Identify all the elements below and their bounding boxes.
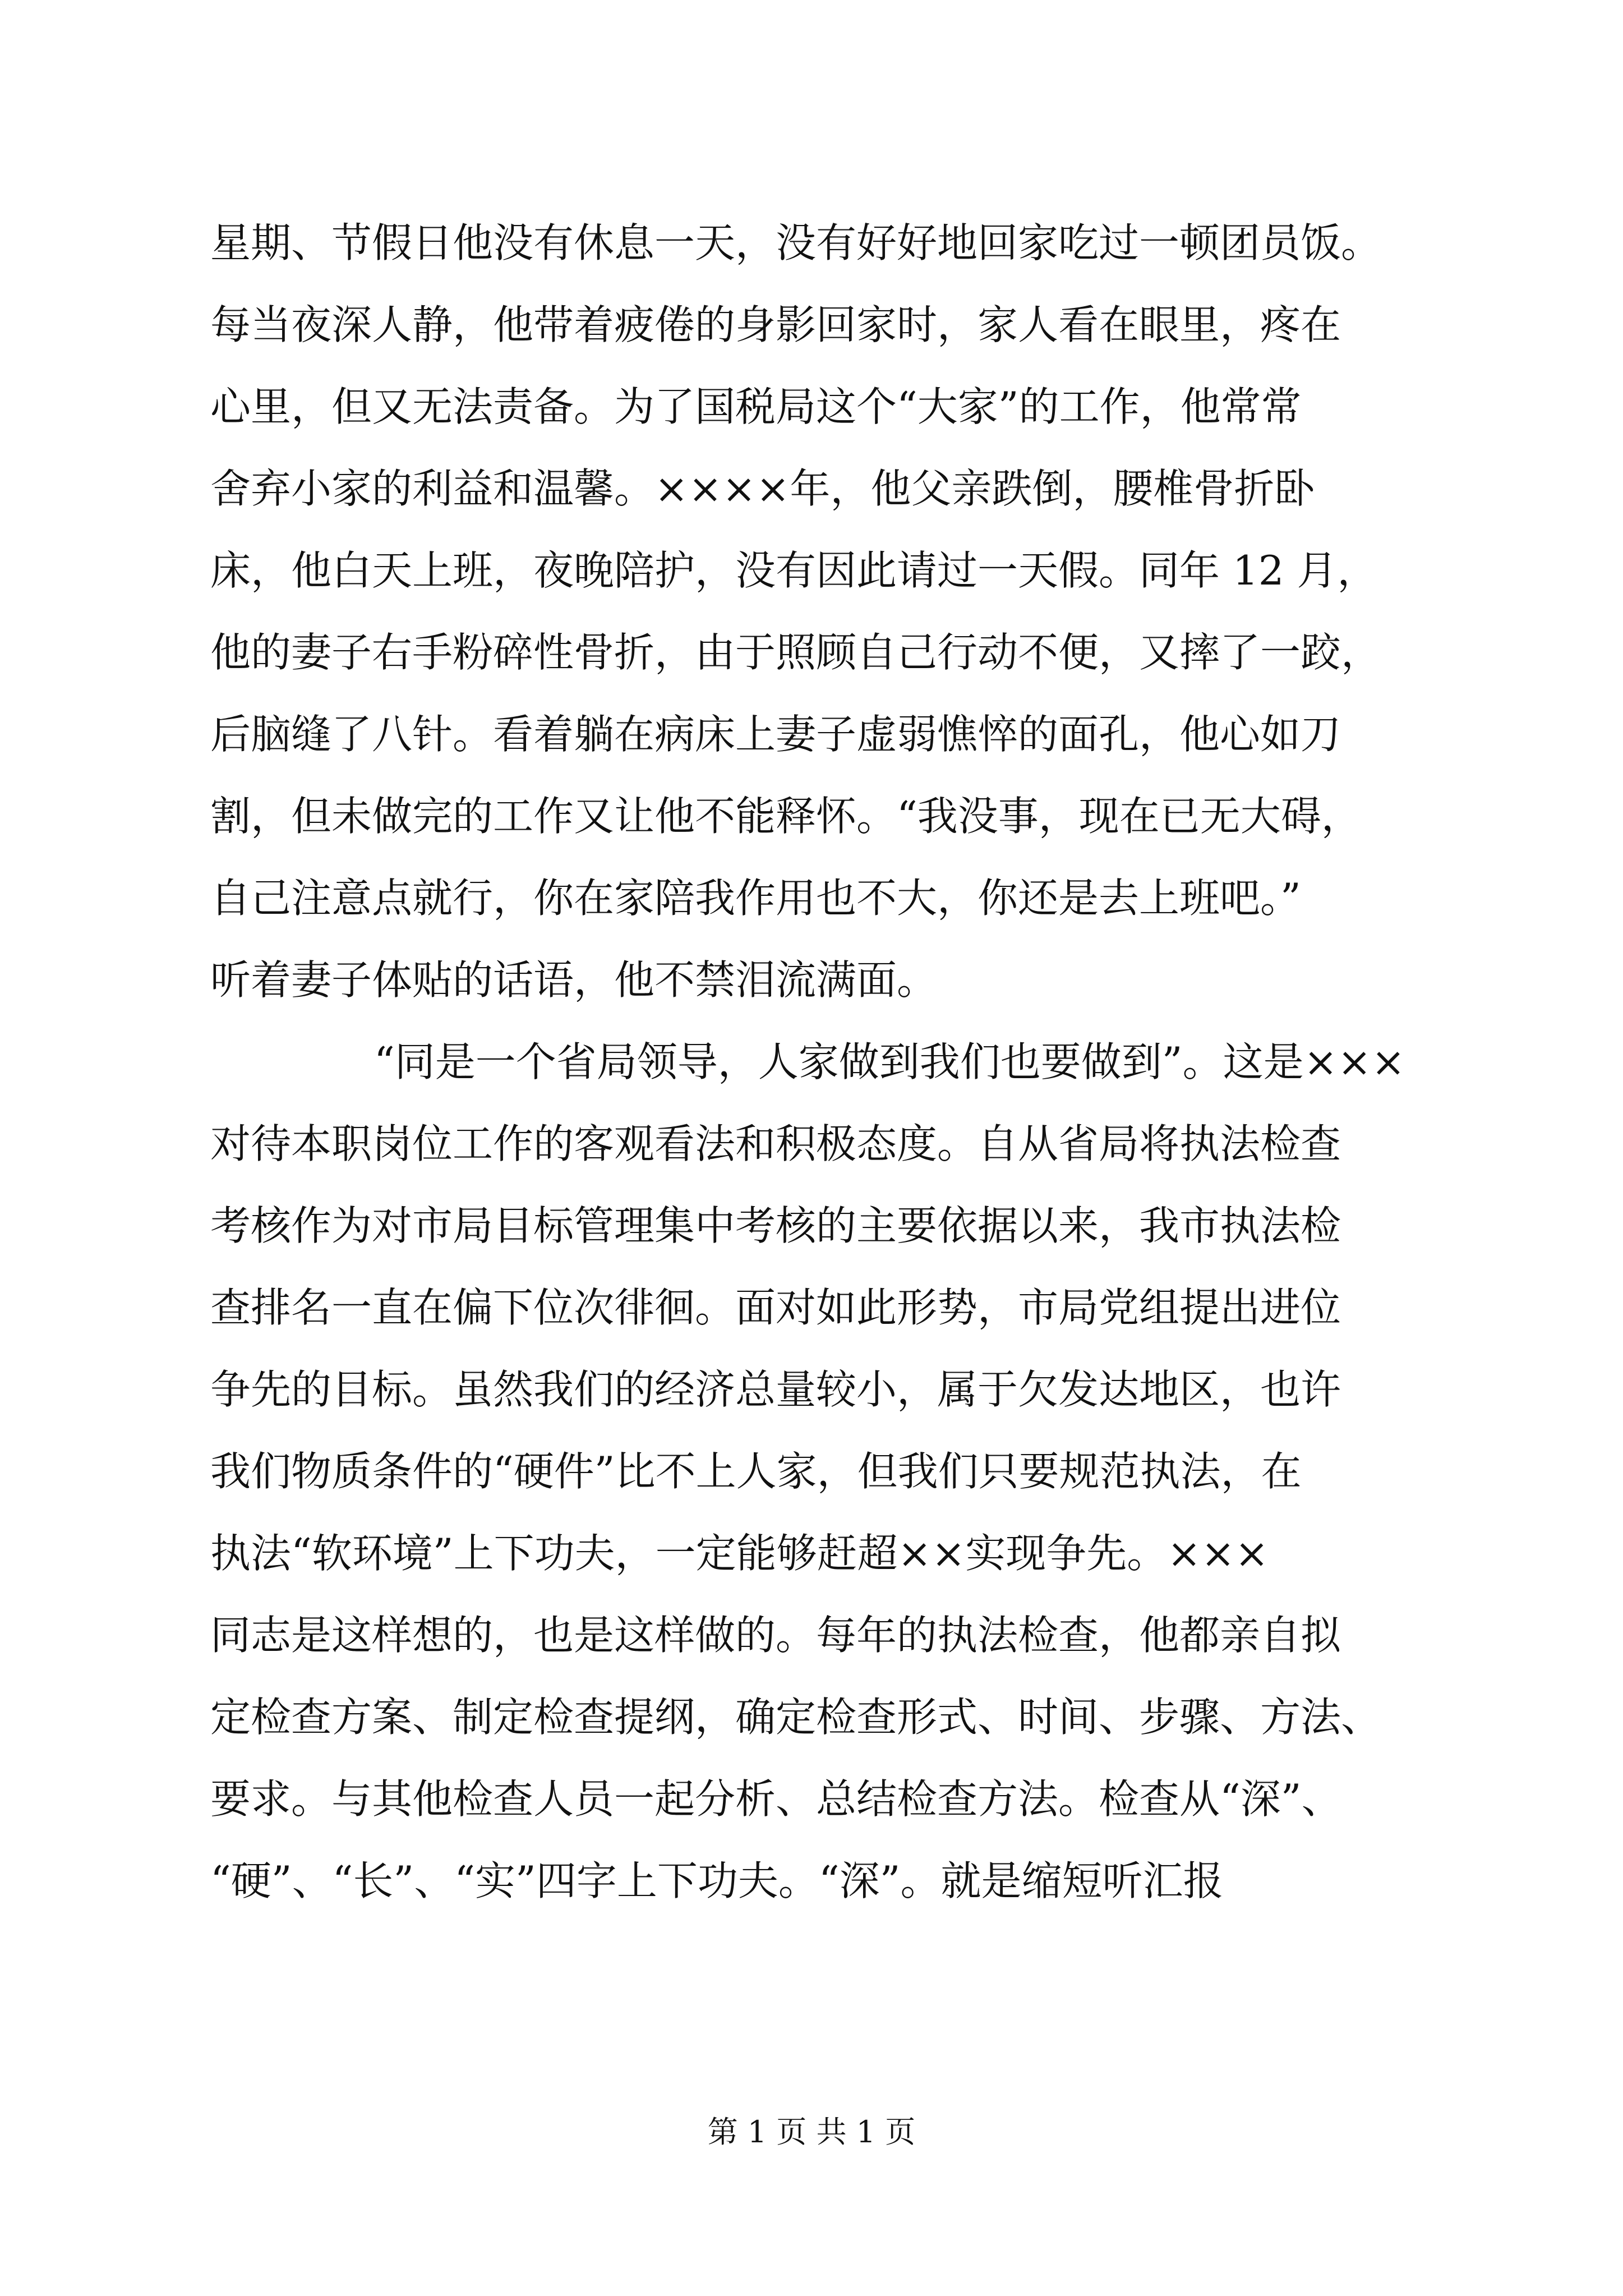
text-line: 床，他白天上班，夜晚陪护，没有因此请过一天假。同年 12 月， xyxy=(210,547,1378,594)
text-line: “硬”、“长”、“实”四字上下功夫。“深”。就是缩短听汇报 xyxy=(210,1857,1224,1904)
text-line: 争先的目标。虽然我们的经济总量较小，属于欠发达地区，也许 xyxy=(210,1366,1341,1413)
text-line: 心里，但又无法责备。为了国税局这个“大家”的工作，他常常 xyxy=(210,383,1302,430)
page-footer: 第 1 页 共 1 页 xyxy=(707,2114,916,2150)
paragraph-first-line: “同是一个省局领导，人家做到我们也要做到”。这是××× xyxy=(374,1038,1405,1085)
text-line: 听着妻子体贴的话语，他不禁泪流满面。 xyxy=(210,956,938,1004)
document-body xyxy=(210,202,1422,1922)
text-line: 星期、节假日他没有休息一天，没有好好地回家吃过一顿团员饭。 xyxy=(210,219,1382,266)
text-line: 考核作为对市局目标管理集中考核的主要依据以来，我市执法检 xyxy=(210,1202,1341,1249)
text-line: 每当夜深人静，他带着疲倦的身影回家时，家人看在眼里，疼在 xyxy=(210,301,1341,348)
text-line: 我们物质条件的“硬件”比不上人家，但我们只要规范执法，在 xyxy=(210,1448,1302,1495)
text-line: 他的妻子右手粉碎性骨折，由于照顾自己行动不便，又摔了一跤， xyxy=(210,629,1382,676)
text-line: 同志是这样想的，也是这样做的。每年的执法检查，他都亲自拟 xyxy=(210,1612,1341,1659)
text-line: 执法“软环境”上下功夫，一定能够赶超××实现争先。××× xyxy=(210,1530,1269,1577)
text-line: 舍弃小家的利益和温馨。××××年，他父亲跌倒，腰椎骨折卧 xyxy=(210,465,1315,512)
text-line: 后脑缝了八针。看着躺在病床上妻子虚弱憔悴的面孔，他心如刀 xyxy=(210,711,1341,758)
text-line: 要求。与其他检查人员一起分析、总结检查方法。检查从“深”、 xyxy=(210,1775,1342,1823)
text-line: 自己注意点就行，你在家陪我作用也不大，你还是去上班吧。” xyxy=(210,875,1301,922)
text-line: 割，但未做完的工作又让他不能释怀。“我没事，现在已无大碍， xyxy=(210,793,1362,840)
text-line: 查排名一直在偏下位次徘徊。面对如此形势，市局党组提出进位 xyxy=(210,1284,1341,1331)
text-line: 定检查方案、制定检查提纲，确定检查形式、时间、步骤、方法、 xyxy=(210,1694,1382,1741)
text-line: 对待本职岗位工作的客观看法和积极态度。自从省局将执法检查 xyxy=(210,1120,1341,1167)
